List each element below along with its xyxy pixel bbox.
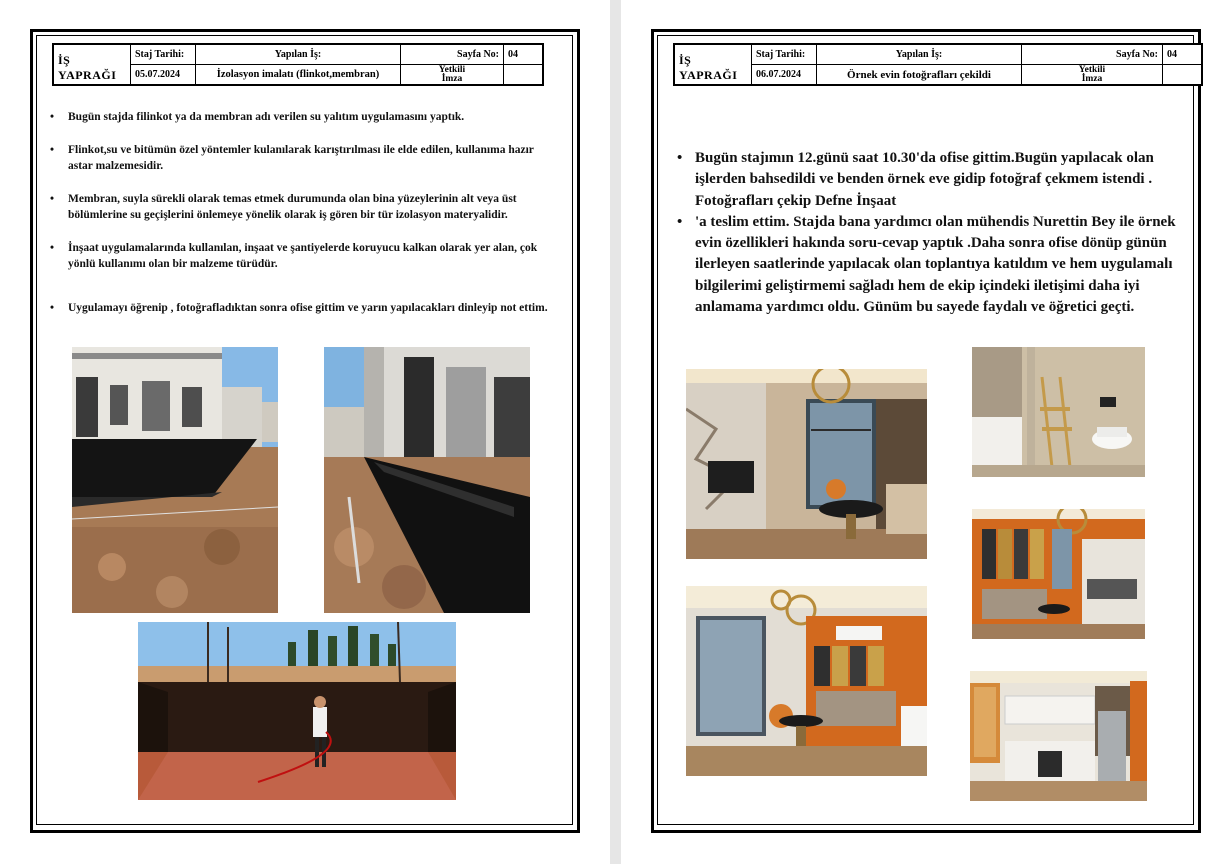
date-label: Staj Tarihi:: [131, 44, 196, 65]
work-notes: [46, 109, 560, 333]
page-number-label: Sayfa No:: [401, 44, 504, 65]
date-value: 06.07.2024: [752, 65, 817, 86]
date-label: Staj Tarihi:: [752, 44, 817, 65]
bathroom-photo: [972, 347, 1145, 477]
note-item: • Membran, suyla sürekli olarak temas etmek durumunda olan bina yüzeylerinin alt veya üst bölümlerine su geçişlerini önlemeye yönelik olarak iş gören bir tür izolasyon materyalidir.: [46, 191, 560, 223]
page-2: [621, 0, 1232, 864]
page-1: [0, 0, 610, 864]
kitchen-photo: [970, 671, 1147, 801]
living-room-photo-2: [972, 509, 1145, 639]
signature-box: [1163, 65, 1203, 86]
work-value: Örnek evin fotoğrafları çekildi: [817, 65, 1022, 86]
worksheet-header: [52, 43, 544, 86]
note-item: • Uygulamayı öğrenip , fotoğrafladıktan sonra ofise gittim ve yarın yapılacakları dinleyip not ettim.: [46, 300, 560, 316]
work-label: Yapılan İş:: [817, 44, 1022, 65]
signature-box: [504, 65, 544, 86]
page-number-label: Sayfa No:: [1022, 44, 1163, 65]
worksheet-title: İŞ YAPRAĞI: [674, 44, 752, 85]
membrane-foundation-photo-1: [72, 347, 278, 613]
work-notes: [673, 148, 1183, 318]
note-item: • 'a teslim ettim. Stajda bana yardımcı olan mühendis Nurettin Bey ile örnek evin özellikleri hakında soru-cevap yaptık .Daha sonra ofise dönüp günün ilerleyen saatlerinde yapılacak olan toplantıya katıldım ve hem uygulamalı bilgilerimi geliştirmemi sağladı hem de ekip içindeki iletişimi daha iyi anlamama yardımcı oldu. Günüm bu sayede faydalı ve öğretici geçti.: [673, 212, 1183, 318]
page-number-value: 04: [1163, 44, 1203, 65]
page-number-value: 04: [504, 44, 544, 65]
living-room-photo-1: [686, 369, 927, 559]
note-item: • Flinkot,su ve bitümün özel yöntemler kulanılarak karıştırılması ile elde edilen, kullanıma hazır astar malzemesidir.: [46, 142, 560, 174]
note-item: • Bugün stajımın 12.günü saat 10.30'da ofise gittim.Bugün yapılacak olan işlerden bahsedildi ve benden örnek eve gidip fotoğraf çekmem istendi . Fotoğrafları çekip Defne İnşaat: [673, 148, 1183, 212]
worksheet-title: İŞ YAPRAĞI: [53, 44, 131, 85]
living-room-photo-3: [686, 586, 927, 776]
note-item: • Bugün stajda filinkot ya da membran adı verilen su yalıtım uygulamasını yaptık.: [46, 109, 560, 125]
worker-pit-photo: [138, 622, 456, 800]
date-value: 05.07.2024: [131, 65, 196, 86]
work-label: Yapılan İş:: [196, 44, 401, 65]
signature-label: Yetkili İmza: [1022, 65, 1163, 86]
work-value: İzolasyon imalatı (flinkot,membran): [196, 65, 401, 86]
signature-label: Yetkili İmza: [401, 65, 504, 86]
note-item: • İnşaat uygulamalarında kullanılan, inşaat ve şantiyelerde koruyucu kalkan olarak yer alan, çok yönlü kullanımı olan bir malzeme türüdür.: [46, 240, 560, 272]
worksheet-header: [673, 43, 1203, 86]
membrane-foundation-photo-2: [324, 347, 530, 613]
